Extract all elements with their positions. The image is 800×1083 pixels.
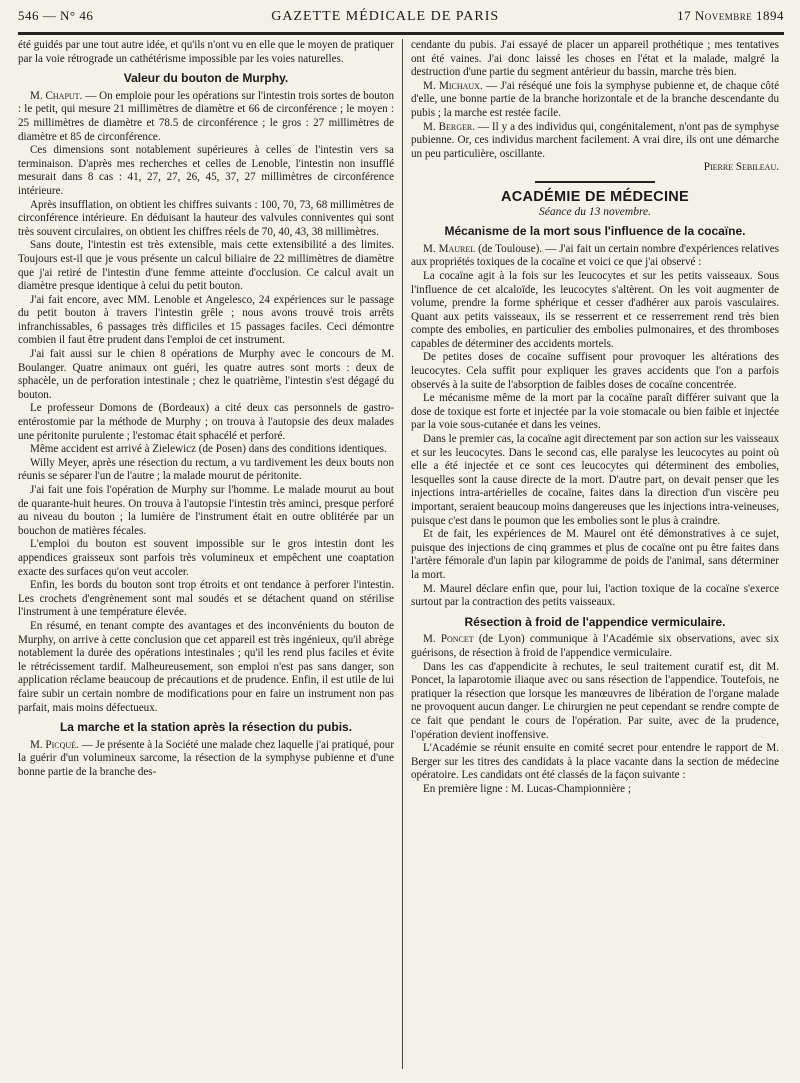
section-title: La marche et la station après la résection du pubis. — [59, 720, 353, 735]
paragraph: Enfin, les bords du bouton sont trop étroits et ont tendance à perforer l'intestin. Les crochets d'engrènement sont mal soudés et se détachent quand on stérilise l'instrument à une température élevée. — [18, 579, 394, 619]
paragraph: M. Maurel déclare enfin que, pour lui, l'action toxique de la cocaïne s'exerce surtout par la contraction des petits vaisseaux. — [411, 582, 779, 609]
header-rule — [18, 32, 784, 35]
paragraph: Même accident est arrivé à Zielewicz (de Posen) dans des conditions identiques. — [30, 443, 387, 456]
paragraph-text: — J'ai réséqué une fois la symphyse pubienne et, de chaque côté d'elle, une bonne partie de la branche horizontale et de la branche descendante du pubis ; la marche est restée facile. — [411, 79, 779, 119]
paragraph: Willy Meyer, après une résection du rectum, a vu tardivement les deux bouts non réunis se séparer l'un de l'autre ; la malade mourut de péritonite. — [18, 456, 394, 483]
section-title: Valeur du bouton de Murphy. — [123, 71, 289, 86]
paragraph-text: — On emploie pour les opérations sur l'intestin trois sortes de bouton : le petit, qui mesure 21 millimètres de diamètre et 66 de circonférence ; le moyen : 25 millimètres de diamètre et 78.5 de circonférence ; le gros : 27 millimètres de diamètre et 85 de circonférence. — [18, 89, 394, 143]
paragraph-text: (de Toulouse). — J'ai fait un certain nombre d'expériences relatives aux propriétés toxiques de la cocaïne et voici ce que j'ai observé : — [411, 242, 779, 269]
speaker-name: M. Michaux. — [423, 79, 483, 92]
columns — [18, 39, 784, 1069]
paragraph: J'ai fait encore, avec MM. Lenoble et Angelesco, 24 expériences sur le passage du petit bouton à travers l'intestin grêle ; nous avons trouvé trois arrêts infranchissables, 6 passages très difficiles et 15 passages faciles. Ceci démontre combien il faut être prudent dans l'emploi de cet instrument. — [18, 293, 394, 347]
paragraph-text: — Il y a des individus qui, congénitalement, n'ont pas de symphyse pubienne. Or, ces individus marchent facilement. A vrai dire, ils ont une démarche un peu particulière, oscillante. — [411, 120, 779, 160]
paragraph: Dans le premier cas, la cocaïne agit directement par son action sur les vaisseaux et sur les leucocytes. Dans le second cas, elle paralyse les leucocytes au point où elle a été injectée et ce sont ces leucocytes qui déterminent des embolies, lesquelles sont la cause directe de la mort. D'autre part, on devait penser que les injections intra-artérielles de cocaïne, faites dans la direction d'un viscère peu important, seraient beaucoup moins dangereuses que les injections intra-veineuses, puisque c'est dans le poumon que les embolies sont le plus à craindre. — [411, 433, 779, 527]
paragraph — [18, 739, 394, 780]
paragraph: En résumé, en tenant compte des avantages et des inconvénients du bouton de Murphy, on arrive à cette conclusion que cet appareil est très ingénieux, qu'il abrège notablement la durée des opérations intestinales ; qu'il les rend plus faciles et évite le rétrécissement tardif. Malheureusement, son emploi n'est pas sans danger, son application réclame beaucoup de précautions et de prudence. Enfin, il est utile de lui faire subir un certain nombre de modifications pour en faire un instrument non pas parfait, mais moins défectueux. — [18, 619, 394, 714]
paragraph: été guidés par une tout autre idée, et qu'ils n'ont vu en elle que le moyen de pratiquer par la voie rétrograde un cathétérisme impossible par les voies naturelles. — [18, 39, 394, 65]
paragraph — [18, 90, 394, 144]
journal-title: GAZETTE MÉDICALE DE PARIS — [271, 9, 500, 24]
paragraph: J'ai fait aussi sur le chien 8 opérations de Murphy avec le concours de M. Boulanger. Quatre animaux ont guéri, les quatre autres sont morts : deux de sphacèle, un de perforation intestinale ; chez le quatrième, l'intestin s'est dégagé du bouton. — [18, 348, 394, 401]
page-header — [18, 8, 784, 30]
paragraph: Dans les cas d'appendicite à rechutes, le seul traitement curatif est, dit M. Poncet, la laparotomie iliaque avec ou sans résection de l'appendice. Toutefois, ne pratiquer la résection que lorsque les manœuvres de libération de l'organe malade ne provoquent aucun danger. Le chirurgien ne peut cependant se rendre compte de ce fait que pendant le cours de l'opération. Par suite, avec de la prudence, l'opération devient inoffensive. — [411, 660, 779, 741]
speaker-name: M. Berger. — [423, 120, 475, 133]
paragraph — [411, 121, 779, 162]
paragraph-text: (de Lyon) communique à l'Académie six observations, avec six guérisons, de résection à froid de l'appendice vermiculaire. — [411, 633, 779, 659]
academy-heading: ACADÉMIE DE MÉDECINE — [500, 188, 690, 205]
paragraph: Sans doute, l'intestin est très extensible, mais cette extensibilité a des limites. Toujours est-il que je vous présente un calcul biliaire de 22 millimètres de diamètre que j'ai retiré de l'intestin d'une femme atteinte d'occlusion. Ce calcul avait un diamètre presque identique à celui du petit bouton. — [18, 239, 394, 293]
issue-date: 17 Novembre 1894 — [677, 8, 784, 23]
paragraph — [411, 80, 779, 121]
section-title: Mécanisme de la mort sous l'influence de la cocaïne. — [444, 224, 746, 239]
speaker-name: M. Maurel — [423, 242, 476, 255]
session-date: Séance du 13 novembre. — [539, 205, 651, 218]
paragraph: La cocaïne agit à la fois sur les leucocytes et sur les petits vaisseaux. Sous l'influence de cet alcaloïde, les leucocytes s'altèrent. On les voit augmenter de volume, prendre la forme sphérique et cesser d'adhérer aux parois vasculaires. Quant aux petits vaisseaux, ils se resserrent et ce resserrement rend très bien compte des embolies, en particulier des embolies pulmonaires, et des thromboses capables de déterminer des accidents mortels. — [411, 269, 779, 350]
paragraph: J'ai fait une fois l'opération de Murphy sur l'homme. Le malade mourut au bout de quarante-huit heures. On trouva à l'autopsie l'intestin très aminci, presque perforé au niveau du bouton ; la lumière de l'instrument était en outre oblitérée par un bouchon de matières fécales. — [18, 484, 394, 537]
page-number: 546 — N° 46 — [18, 8, 94, 23]
paragraph: De petites doses de cocaïne suffisent pour provoquer les altérations des leucocytes. Cela suffit pour expliquer les graves accidents que l'on a parfois observés à la suite de l'absorption de faibles doses de cocaïne concentrée. — [411, 351, 779, 391]
paragraph: L'emploi du bouton est souvent impossible sur le gros intestin dont les appendices graisseux sont parfois très volumineux et empêchent une coaptation exacte des surfaces qu'on veut accoler. — [18, 538, 394, 578]
paragraph — [411, 243, 779, 270]
paragraph: Et de fait, les expériences de M. Maurel ont été démonstratives à ce sujet, puisque des injections de cinq grammes et plus de cocaïne ont pu être faites dans l'artère fémorale d'un lapin par kilogramme de poids de l'animal, sans déterminer la mort. — [411, 528, 779, 581]
signature: Pierre Sebileau. — [703, 161, 779, 174]
speaker-name: M. Poncet — [423, 633, 474, 646]
paragraph: cendante du pubis. J'ai essayé de placer un appareil prothétique ; mes tentatives ont été vaines. J'ai donc laissé les choses en l'état et la malade, malgré la destruction d'une partie du segment antérieur du bassin, marche très bien. — [411, 39, 779, 79]
paragraph: En première ligne : M. Lucas-Championnière ; — [423, 782, 631, 795]
section-title: Résection à froid de l'appendice vermiculaire. — [464, 614, 726, 629]
speaker-name: M. Picqué. — [30, 738, 79, 751]
paragraph-text: — Je présente à la Société une malade chez laquelle j'ai pratiqué, pour la guérir d'un volumineux sarcome, la résection de la symphyse pubienne et d'une bonne partie de la branche des- — [18, 738, 394, 778]
paragraph: Le professeur Domons de (Bordeaux) a cité deux cas personnels de gastro-entérostomie par la méthode de Murphy ; on trouva à l'autopsie des deux malades une péritonite purulente ; l'estomac était sphacélé et perforé. — [18, 402, 394, 442]
left-column — [18, 39, 394, 1069]
paragraph: Le mécanisme même de la mort par la cocaïne paraît différer suivant que la dose de toxique est forte et injectée par la voie stomacale ou bien faible et injectée par la voie sous-cutanée et dans les veines. — [411, 392, 779, 432]
paragraph: Ces dimensions sont notablement supérieures à celles de l'intestin vers sa terminaison. D'après mes recherches et celles de Lenoble, l'intestin non insufflé mesurait dans 8 cas : 41, 27, 27, 26, 45, 37, 27 millimètres de circonférence intérieure. — [18, 144, 394, 197]
paragraph: Après insufflation, on obtient les chiffres suivants : 100, 70, 73, 68 millimètres de circonférence intérieure. En déduisant la hauteur des valvules conniventes qui sont très souvent circulaires, on obtient les chiffres réels de 70, 40, 43, 38 millimètres. — [18, 198, 394, 238]
section-divider — [535, 181, 655, 183]
paragraph — [411, 633, 779, 660]
right-column — [402, 39, 779, 1069]
speaker-name: M. Chaput. — [30, 89, 83, 102]
paragraph: L'Académie se réunit ensuite en comité secret pour entendre le rapport de M. Berger sur les titres des candidats à la place vacante dans la section de médecine opératoire. Les candidats ont été classés de la façon suivante : — [411, 742, 779, 782]
